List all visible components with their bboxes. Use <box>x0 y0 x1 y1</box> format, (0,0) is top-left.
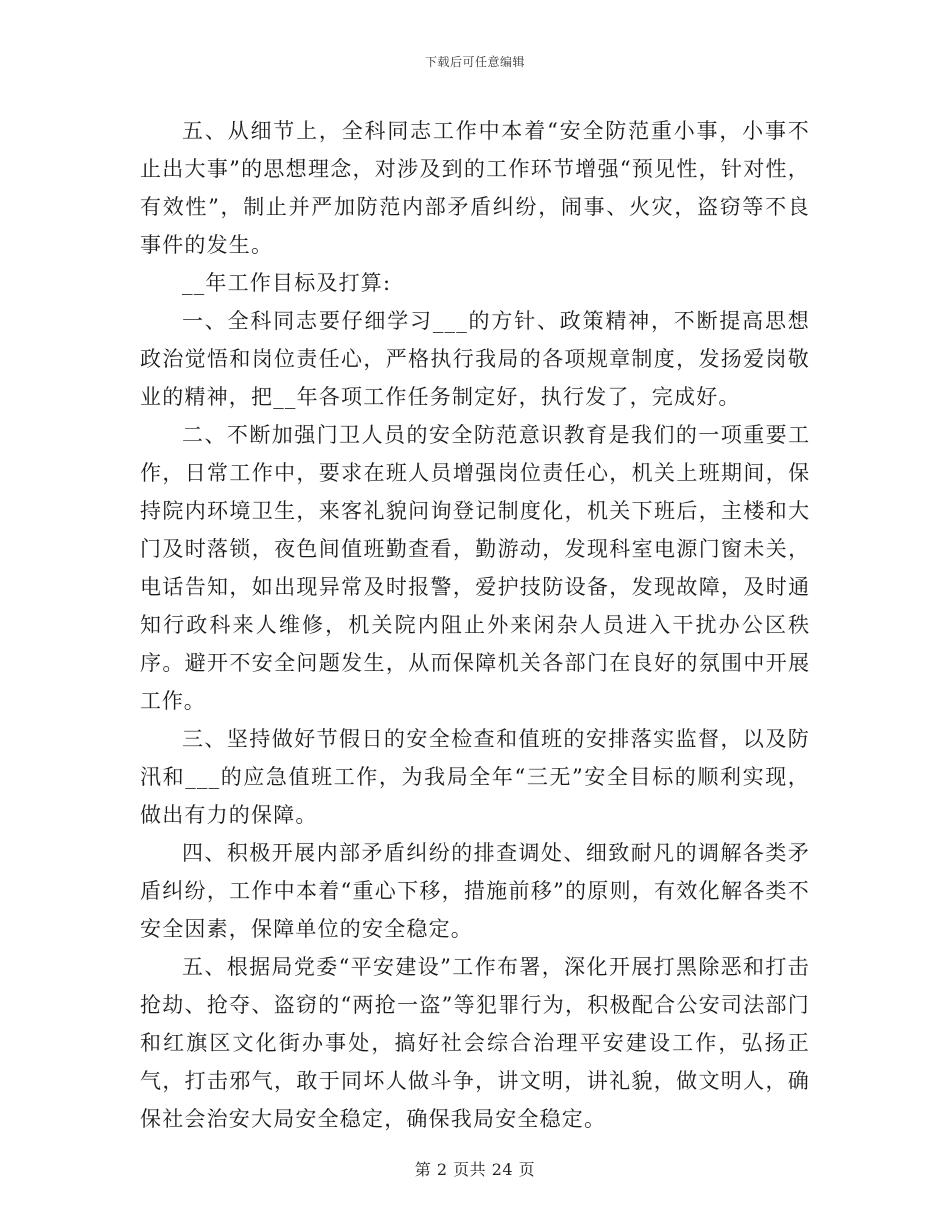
page-header-note: 下载后可任意编辑 <box>424 55 525 69</box>
paragraph-goal-one: 一、全科同志要仔细学习___的方针、政策精神，不断提高思想政治觉悟和岗位责任心，严格执行我局的各项规章制度，发扬爱岗敬业的精神，把__年各项工作任务制定好，执行发了，完成好。 <box>140 309 810 409</box>
paragraph-detail-safety: 五、从细节上，全科同志工作中本着“安全防范重小事，小事不止出大事”的思想理念，对涉及到的工作环节增强“预见性，针对性，有效性”，制止并严加防范内部矛盾纠纷，闹事、火灾，盗窃等不良事件的发生。 <box>140 119 810 257</box>
paragraph-goal-three: 三、坚持做好节假日的安全检查和值班的安排落实监督，以及防汛和___的应急值班工作，为我局全年“三无”安全目标的顺利实现，做出有力的保障。 <box>140 727 810 827</box>
paragraph-goal-two: 二、不断加强门卫人员的安全防范意识教育是我们的一项重要工作，日常工作中，要求在班人员增强岗位责任心，机关上班期间，保持院内环境卫生，来客礼貌问询登记制度化，机关下班后，主楼和大门及时落锁，夜色间值班勤查看，勤游动，发现科室电源门窗未关，电话告知，如出现异常及时报警，爱护技防设备，发现故障，及时通知行政科来人维修，机关院内阻止外来闲杂人员进入干扰办公区秩序。避开不安全问题发生，从而保障机关各部门在良好的氛围中开展工作。 <box>140 423 810 713</box>
page-number: 第 2 页共 24 页 <box>414 1160 536 1179</box>
paragraph-goal-four: 四、积极开展内部矛盾纠纷的排查调处、细致耐凡的调解各类矛盾纠纷，工作中本着“重心下移，措施前移”的原则，有效化解各类不安全因素，保障单位的安全稳定。 <box>140 841 810 941</box>
document-body <box>140 112 810 1138</box>
paragraph-goals-heading: __年工作目标及打算: <box>182 271 392 295</box>
paragraph-goal-five: 五、根据局党委“平安建设”工作布署，深化开展打黑除恶和打击抢劫、抢夺、盗窃的“两抢一盗”等犯罪行为，积极配合公安司法部门和红旗区文化街办事处，搞好社会综合治理平安建设工作，弘扬正气，打击邪气，敢于同坏人做斗争，讲文明，讲礼貌，做文明人，确保社会治安大局安全稳定，确保我局安全稳定。 <box>140 955 810 1131</box>
